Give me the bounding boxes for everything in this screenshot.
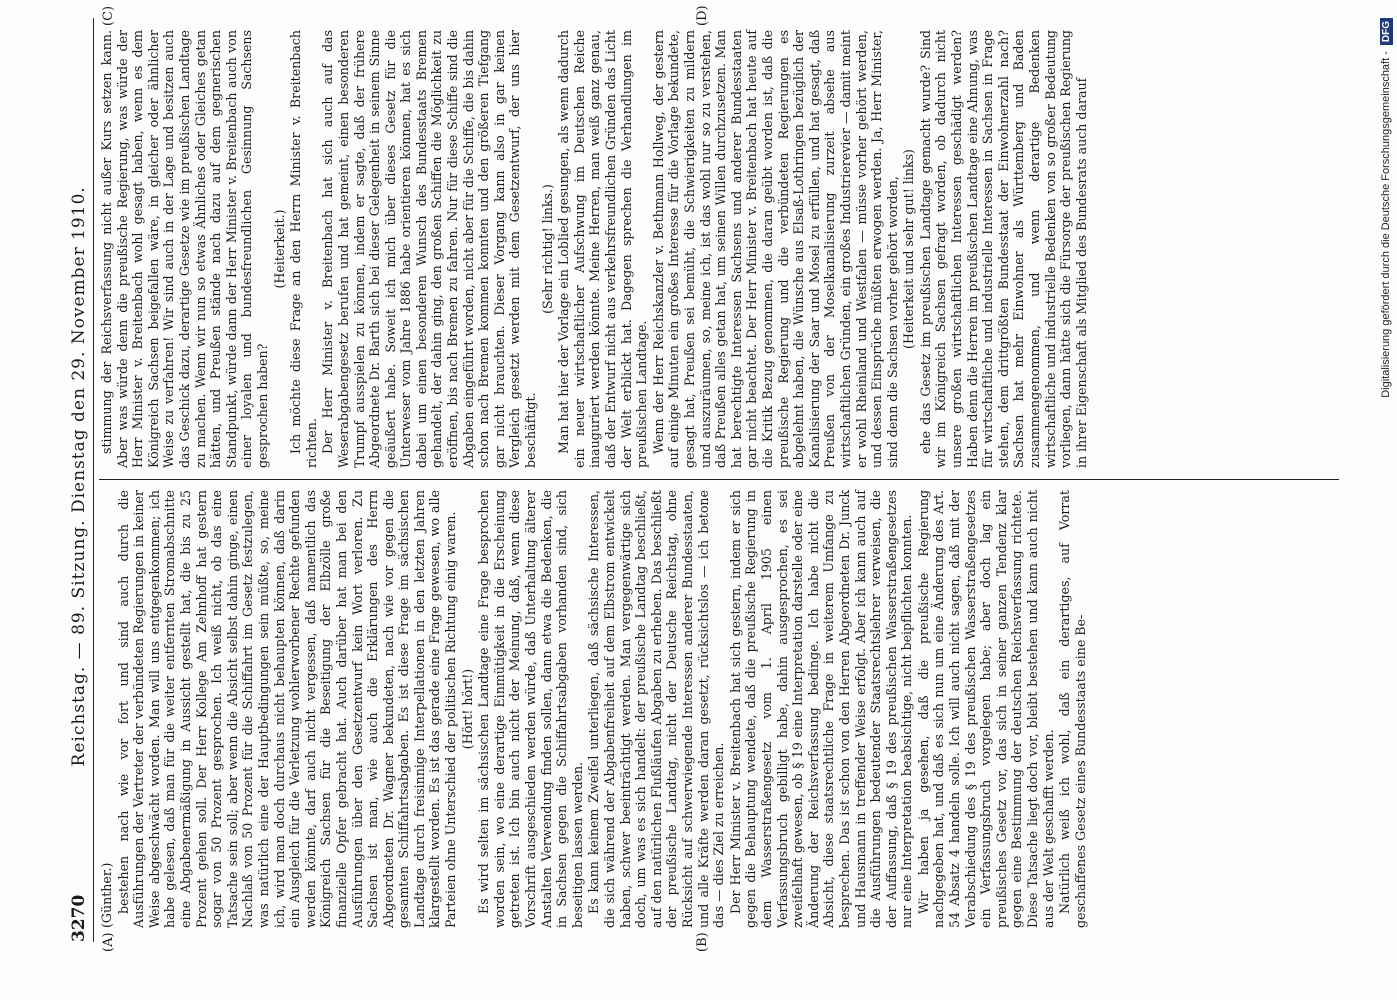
margin-mark-a: (A) xyxy=(101,932,116,952)
paragraph: (Hört! hört!) xyxy=(459,668,475,750)
right-paragraphs xyxy=(99,30,1089,468)
digitization-note: Digitalisierung gefördert durch die Deutsche Forschungsgemeinschaft - xyxy=(1380,51,1392,398)
paragraph: (Heiterkeit und sehr gut! links) xyxy=(901,149,917,349)
paragraph: Natürlich weiß ich wohl, daß ein derartiges, auf Vorrat geschaffenes Gesetz eines Bundesstaats eine Be- xyxy=(1057,490,1088,928)
paragraph: Man hat hier der Vorlage ein Loblied gesungen, als wenn dadurch ein neuer wirtschaftlicher Aufschwung im Deutschen Reiche inauguriert werden könnte. Meine Herren, man weiß ganz genau, daß der Entwurf nicht aus verkehrsfreundlichen Gründen das Licht der Welt erblickt hat. Dagegen sprechen die Verhandlungen im preußischen Landtage. xyxy=(556,30,650,468)
column-divider xyxy=(99,479,1339,480)
session-title: Reichstag. — 89. Sitzung. Dienstag den 29. November 1910. xyxy=(69,186,89,767)
paragraph: stimmung der Reichsverfassung nicht außer Kurs setzen kann. Aber was würde denn die preußische Regierung, was würde der Herr Minister v. Breitenbach wohl gesagt haben, wenn es dem Königreich Sachsen beigefallen wäre, in gleicher oder ähnlicher Weise zu verfahren! Wir sind auch in der Lage und besitzen auch das Geschick dazu, derartige Gesetze wie im preußischen Landtage zu machen. Wenn wir nun so etwas Ähnliches oder Gleiches getan hätten, und Preußen stände nach dazu auf dem gegnerischen Standpunkt, würde dann der Herr Minister v. Breitenbach auch von einer loyalen und bundesfreundlichen Gesinnung Sachsens gesprochen haben? xyxy=(99,30,270,468)
paragraph: Wir haben ja gesehen, daß die preußische Regierung nachgegeben hat, und daß es sich nun um eine Änderung des Art. 54 Absatz 4 handeln solle. Ich will auch nicht sagen, daß mit der Verabschiedung des § 19 des preußischen Wasserstraßengesetzes ein Verfassungsbruch vorgelegen habe; aber doch lag ein preußisches Gesetz vor, das sich in seiner ganzen Tendenz klar gegen eine Bestimmung der deutschen Reichsverfassung richtete. Diese Tatsache liegt doch vor, bleibt bestehen und kann auch nicht aus der Welt geschafft werden. xyxy=(915,490,1056,928)
right-column xyxy=(99,30,1339,468)
page-header xyxy=(55,18,94,942)
paragraph: Der Herr Minister v. Breitenbach hat sich gestern, indem er sich gegen die Behauptung wendete, daß die preußische Regierung in dem Wasserstraßengesetz vom 1. April 1905 einen Verfassungsbruch gebilligt habe, dahin ausgesprochen, es sei zweifelhaft gewesen, ob § 19 eine Interpretation darstelle oder eine Änderung der Reichsverfassung bedinge. Ich habe nicht die Absicht, diese staatsrechtliche Frage in weiterem Umfange zu besprechen. Das ist schon von den Herren Abgeordneten Dr. Junck und Hausmann in treffender Weise erfolgt. Aber ich kann auch auf die Ausführungen bedeutender Staatsrechtslehrer verweisen, die der Auffassung, daß § 19 des preußischen Wasserstraßengesetzes nur eine Interpretation beabsichtige, nicht beipflichten konnten. xyxy=(727,490,915,928)
side-stamp xyxy=(1359,8,1392,998)
margin-mark-d: (D) xyxy=(695,5,710,26)
page-number: 3270 xyxy=(69,894,89,942)
left-paragraphs xyxy=(116,490,1089,928)
margin-mark-b: (B) xyxy=(695,932,710,952)
paragraph: Ich möchte diese Frage an den Herrn Minister v. Breitenbach richten. xyxy=(288,30,319,468)
paragraph: bestehen nach wie vor fort und sind auch durch die Ausführungen der Vertreter der verbündeten Regierungen in keiner Weise abgeschwächt worden. Man will uns entgegenkommen; ich habe gelesen, daß man für die weiter entfernten Stromabschnitte eine Abgabenermäßigung in Aussicht gestellt hat, die bis zu 25 Prozent gehen soll. Der Herr Kollege Am Zehnhoff hat gestern sogar von 50 Prozent gesprochen. Ich weiß nicht, ob das eine Tatsache sein soll; aber wenn die Absicht selbst dahin ginge, einen Nachlaß von 50 Prozent für die Schiffahrt im Gesetz festzulegen, was natürlich eine der Hauptbedingungen sein müßte, so, meine ich, wird man doch durchaus nicht behaupten können, daß darin ein Ausgleich für die Verletzung wohlerworbener Rechte gefunden werden könnte, darf auch nicht vergessen, daß namentlich das Königreich Sachsen für die Beseitigung der Elbzölle große finanzielle Opfer gebracht hat. Auch darüber hat man bei den Ausführungen über den Gesetzentwurf kein Wort verloren. Zu Sachsen ist man, wie auch die Erklärungen des Herrn Abgeordneten Dr. Wagner bekundeten, nach wie vor gegen die gesamten Schiffahrtsabgaben. Es ist diese Frage im sächsischen Landtage durch freisinnige Interpellationen in den letzten Jahren klargestellt worden. Es ist das gerade eine Frage gewesen, wo alle Parteien ohne Unterschied der politischen Richtung einig waren. xyxy=(115,490,459,928)
paragraph: ehe das Gesetz im preußischen Landtage gemacht wurde? Sind wir im Königreich Sachsen gefragt worden, ob dadurch nicht unsere großen wirtschaftlichen Interessen geschädigt werden? Haben denn die Herren im preußischen Landtage eine Ahnung, was für wirtschaftliche und industrielle Interessen in Sachsen in Frage stehen, dem drittgrößten Bundesstaat der Einwohnerzahl nach? Sachsen hat mehr Einwohner als Württemberg und Baden zusammengenommen, und wenn derartige Bedenken wirtschaftliche und industrielle Bedenken von so großer Bedeutung vorliegen, dann hätte sich die Fürsorge der preußischen Regierung in ihrer Eigenschaft als Mitglied des Bundesrats auch darauf xyxy=(917,30,1089,468)
speaker-note: (Günther.) xyxy=(99,862,114,928)
margin-mark-c: (C) xyxy=(101,5,116,26)
paragraph: Es wird selten im sächsischen Landtage eine Frage besprochen worden sein, wo eine derartige Einmütigkeit in die Erscheinung getreten ist. Ich bin auch nicht der Meinung, daß, wenn diese Vorschrift ausgeschieden werden würde, daß Unterhaltung älterer Anstalten Verwendung finden sollen, dann etwa die Bedenken, die in Sachsen gegen die Schiffahrtsabgaben vorhanden sind, sich beseitigen lassen werden. xyxy=(476,490,585,928)
paragraph: (Heiterkeit.) xyxy=(271,209,287,289)
left-column xyxy=(99,490,1339,928)
rotated-page xyxy=(55,5,1355,952)
paragraph: Es kann keinem Zweifel unterliegen, daß sächsische Interessen, die sich während der Abgabenfreiheit auf dem Elbstrom entwickelt haben, schwer beeinträchtigt werden. Man vergegenwärtige sich doch, um was es sich handelt: der preußische Landtag beschließt, auf den natürlichen Flußläufen Abgaben zu erheben. Das beschließt der preußische Landtag, nicht der Deutsche Reichstag, ohne Rücksicht auf schwerwiegende Interessen anderer Bundesstaaten, und alle Kräfte werden daran gesetzt, rücksichtslos — ich betone das — dies Ziel zu erreichen. xyxy=(586,490,727,928)
dfg-logo: DFG xyxy=(1380,18,1393,45)
paragraph: (Sehr richtig! links.) xyxy=(539,184,555,314)
paragraph: Der Herr Minister v. Breitenbach hat sich auch auf das Weserabgabengesetz berufen und hat gemeint, einen besonderen Trumpf ausspielen zu können, indem er sagte, daß der frühere Abgeordnete Dr. Barth sich bei dieser Gelegenheit in seinem Sinne geäußert habe. Soweit ich mich über dieses Gesetz für die Unterweser vom Jahre 1886 habe orientieren können, hat es sich dabei um einen besonderen Wunsch des Bundesstaats Bremen gehandelt, der dahin ging, den großen Schiffen die Möglichkeit zu eröffnen, bis nach Bremen zu fahren. Nur für diese Schiffe sind die Abgaben eingeführt worden, nicht aber für die Schiffe, die bis dahin schon nach Bremen kommen konnten und den größeren Tiefgang gar nicht brauchten. Dieser Vorgang kann also in gar keinen Vergleich gesetzt werden mit dem Gesetzentwurf, der uns hier beschäftigt. xyxy=(320,30,539,468)
paragraph: Wenn der Herr Reichskanzler v. Bethmann Hollweg, der gestern auf einige Minuten ein großes Interesse für die Vorlage bekundete, gesagt hat, Preußen sei bemüht, die Schwierigkeiten zu mildern und auszuräumen, so, meine ich, ist das wohl nur so zu verstehen, daß Preußen alles getan hat, um seinen Willen durchzusetzen. Man hat berechtigte Interessen Sachsens und anderer Bundesstaaten gar nicht beachtet. Der Herr Minister v. Breitenbach hat heute auf die Kritik Bezug genommen, die daran geübt worden ist, daß die preußische Regierung und die verbündeten Regierungen es abgelehnt haben, die Wünsche aus Elsaß-Lothringen bezüglich der Kanalisierung der Saar und Mosel zu erfüllen, und hat gesagt, daß Preußen von der Moselkanalisierung zurzeit absehe aus wirtschaftlichen Gründen, ein großes Industrierevier — damit meint er wohl Rheinland und Westfalen — müsse vorher gehört werden, und dessen Einsprüche müßten erwogen werden. Ja, Herr Minister, sind denn die Sachsen vorher gehört worden, xyxy=(650,30,900,468)
